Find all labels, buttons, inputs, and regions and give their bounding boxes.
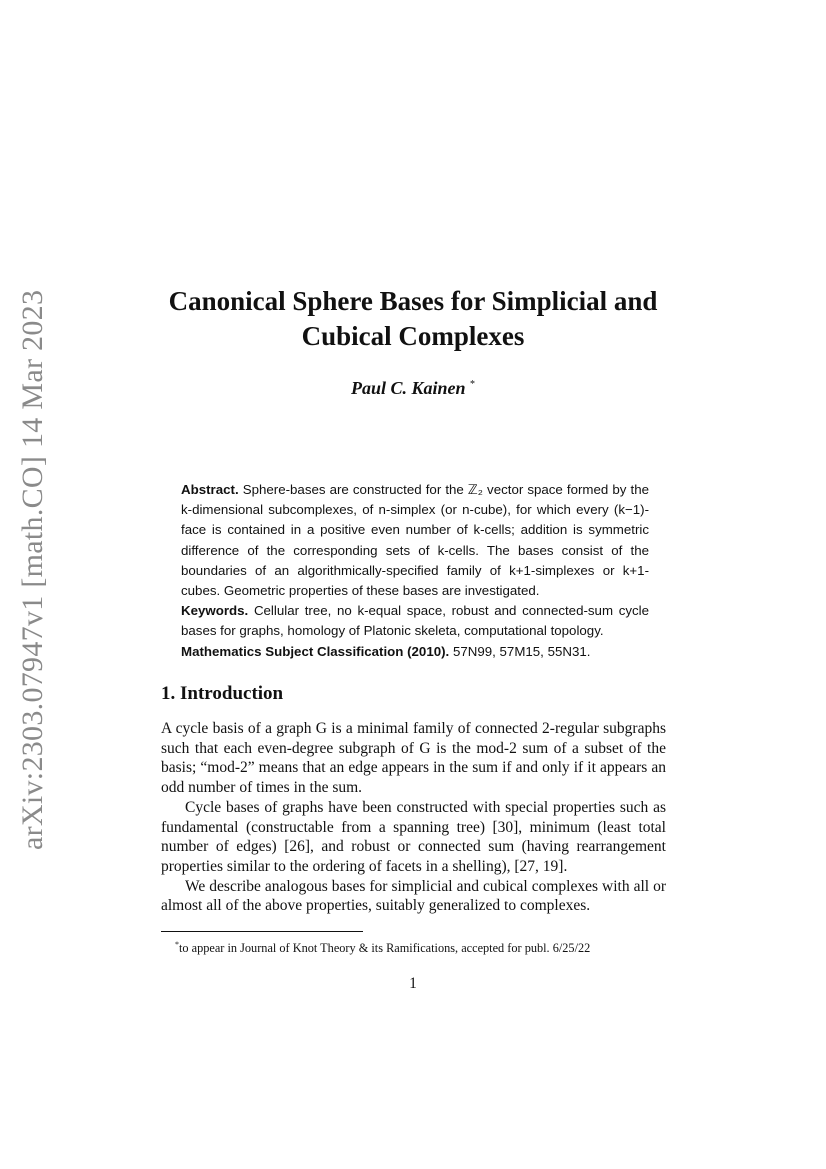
msc-paragraph (181, 642, 649, 662)
arxiv-identifier: arXiv:2303.07947v1 [math.CO] 14 Mar 2023 (16, 289, 49, 851)
footnote-divider (161, 931, 363, 932)
msc-label: Mathematics Subject Classification (2010). (181, 643, 450, 659)
abstract-text: Sphere-bases are constructed for the ℤ₂ vector space formed by the k-dimensional subcomplexes, of n-simplex (or n-cube), for which every (k−1)-face is contained in a positive even number of k-cells; addition is symmetric difference of the corresponding sets of k-cells. The bases consist of the boundaries of an algorithmically-specified family of k+1-simplexes or k+1-cubes. Geometric properties of these bases are investigated. (181, 482, 649, 599)
author-footnote-marker: * (470, 379, 476, 390)
keywords-label: Keywords. (181, 603, 249, 619)
author-line (130, 378, 696, 399)
body-paragraph-1: A cycle basis of a graph G is a minimal family of connected 2-regular subgraphs such that each even-degree subgraph of G is the mod-2 sum of a subset of the basis; “mod-2” means that an edge appears in the sum if and only if it appears an odd number of times in the sum. (161, 720, 666, 797)
introduction-body (161, 719, 666, 916)
footnote-marker: * (175, 940, 179, 949)
keywords-text: Cellular tree, no k-equal space, robust and connected-sum cycle bases for graphs, homology of Platonic skeleta, computational topology. (181, 603, 649, 639)
paper-title: Canonical Sphere Bases for Simplicial and Cubical Complexes (168, 286, 658, 351)
abstract-label: Abstract. (181, 482, 239, 497)
abstract-block (181, 480, 649, 662)
keywords-paragraph (181, 601, 649, 641)
msc-text: 57N99, 57M15, 55N31. (452, 643, 591, 659)
footnote (161, 937, 666, 956)
body-paragraph-3: We describe analogous bases for simplicial and cubical complexes with all or almost all of the above properties, suitably generalized to complexes. (161, 877, 666, 915)
author-name: Paul C. Kainen (350, 378, 466, 398)
body-paragraph-2: Cycle bases of graphs have been constructed with special properties such as fundamental (constructable from a spanning tree) [30], minimum (least total number of edges) [26], and robust or connected sum (having rearrangement properties similar to the ordering of facets in a shelling), [27, 19]. (161, 798, 666, 875)
footnote-text: to appear in Journal of Knot Theory & its Ramifications, accepted for publ. 6/25/22 (179, 941, 591, 956)
section-heading-introduction: 1. Introduction (161, 683, 284, 704)
abstract-paragraph (181, 480, 649, 601)
page-number: 1 (409, 975, 417, 992)
